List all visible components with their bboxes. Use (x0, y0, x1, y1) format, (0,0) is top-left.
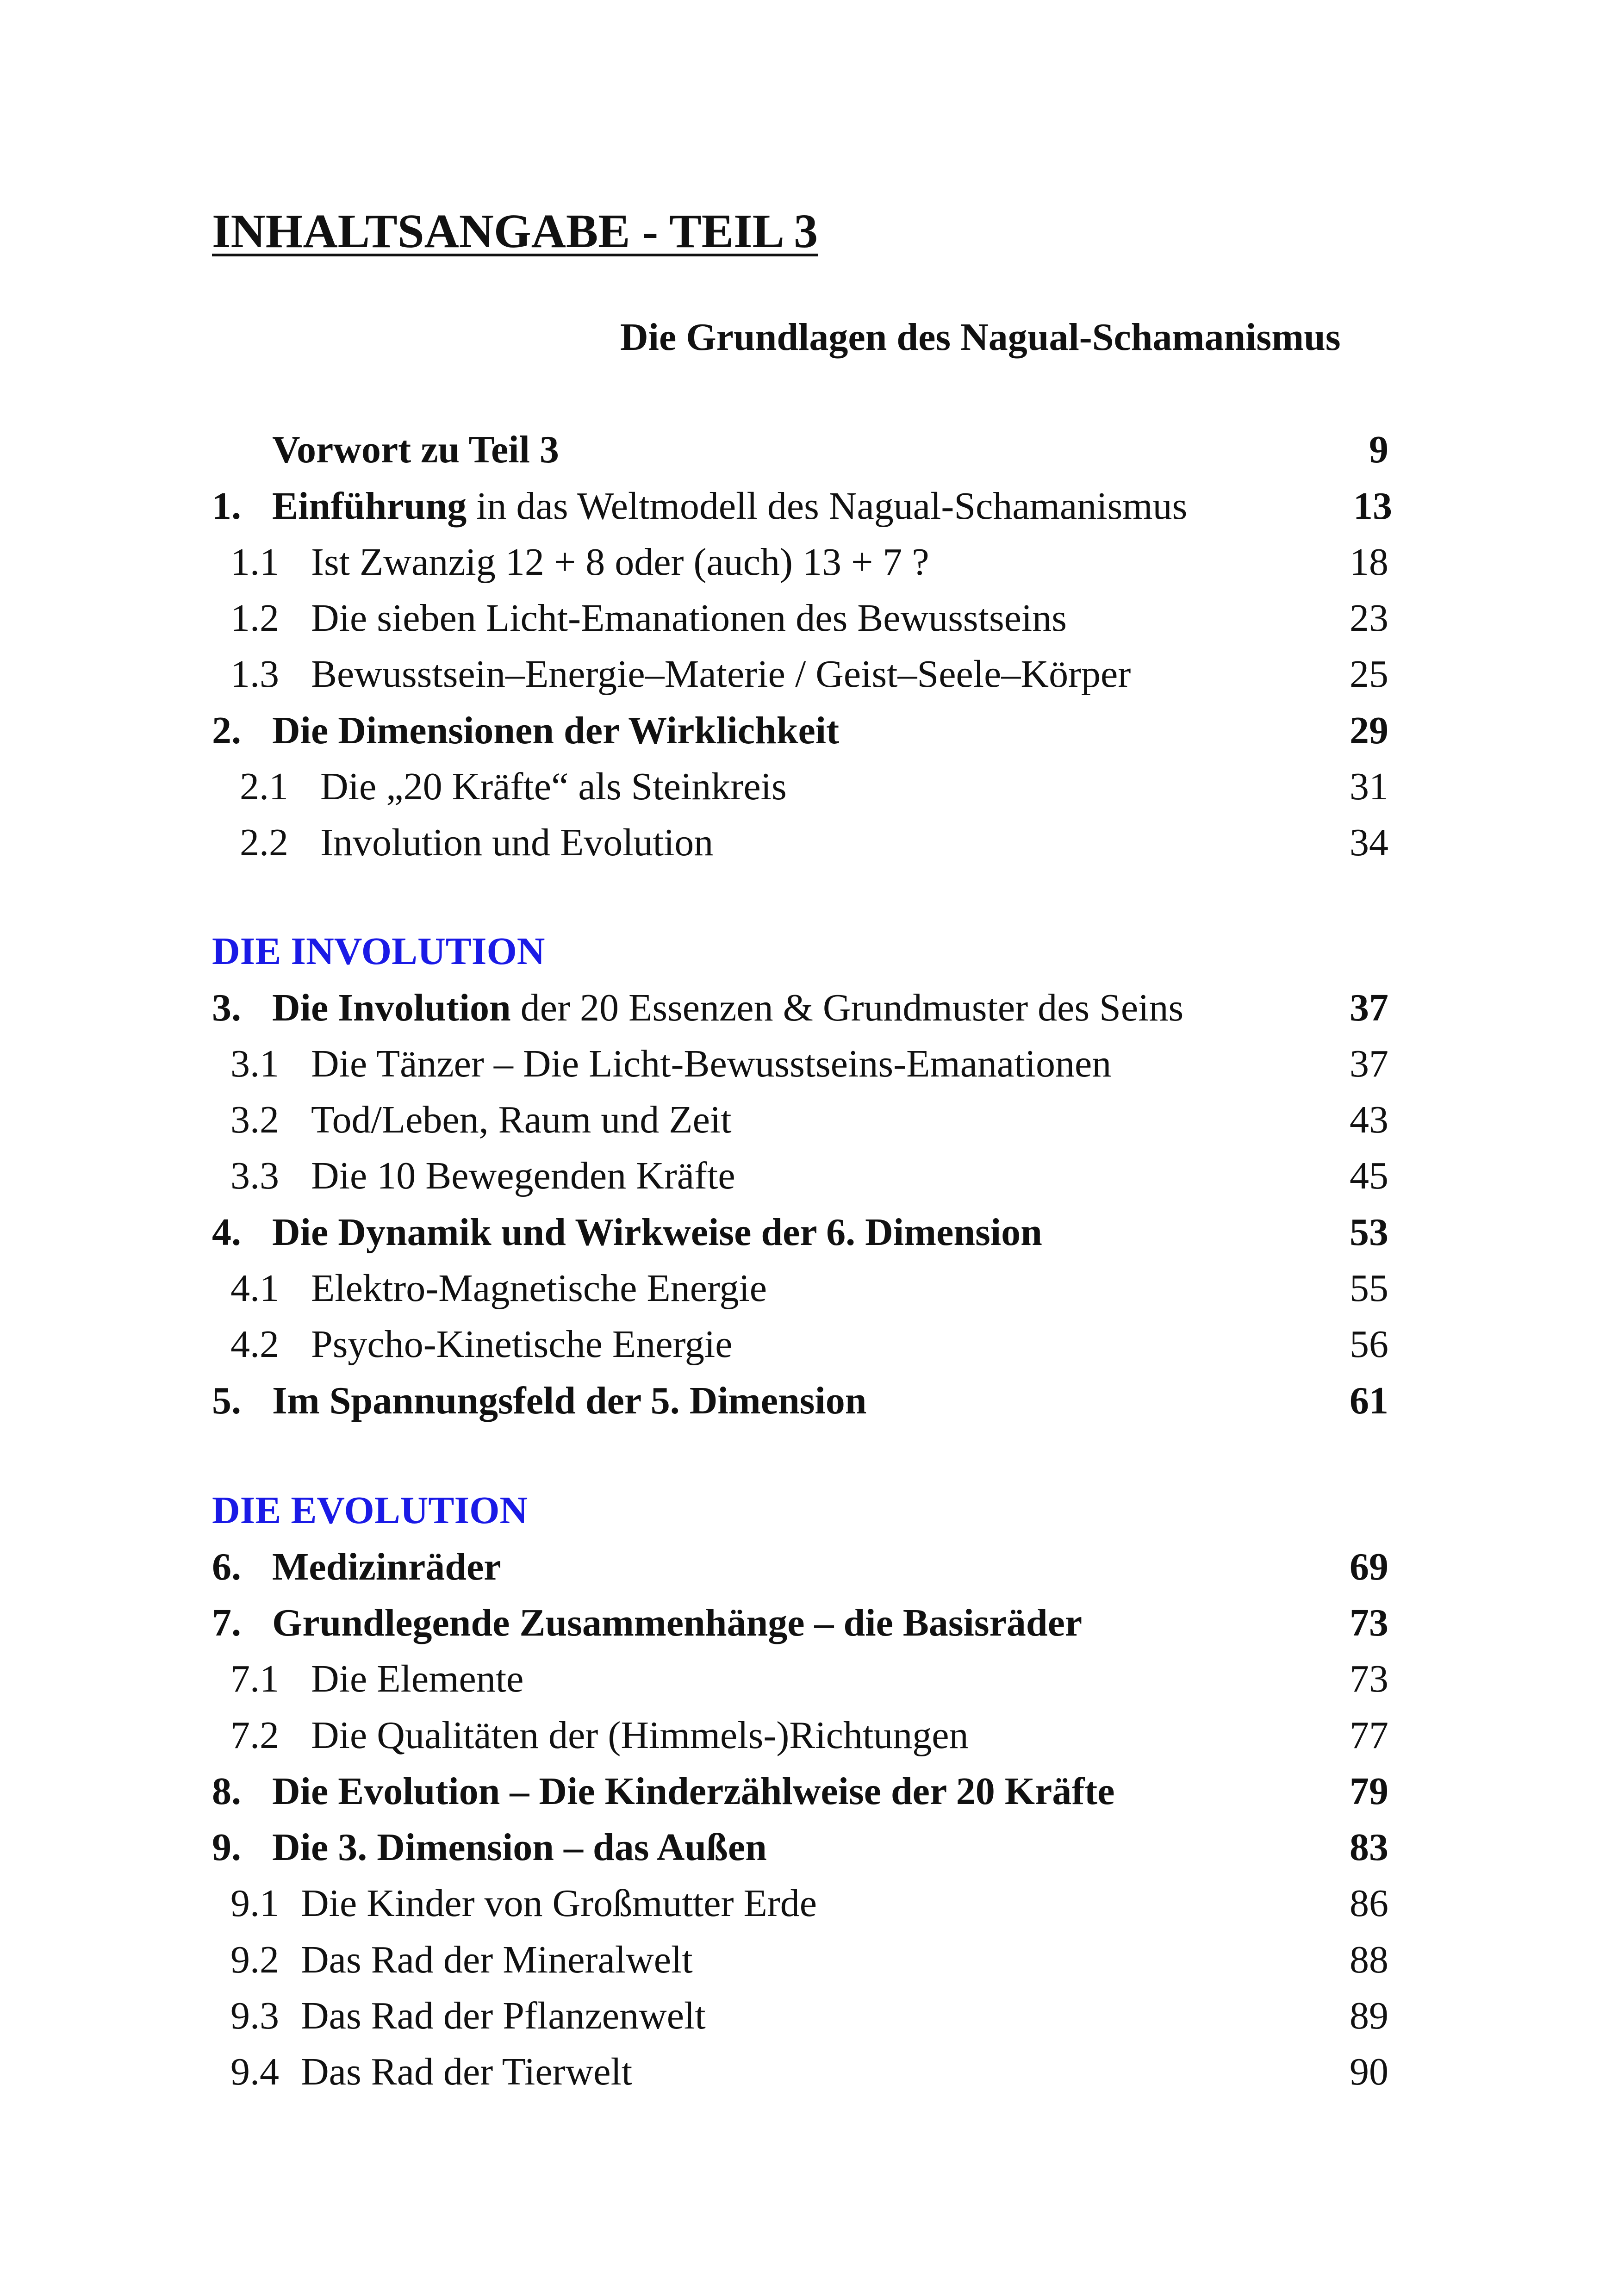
toc-entry[interactable] (0, 535, 1618, 590)
toc-entry[interactable] (0, 1148, 1618, 1204)
toc-entry[interactable] (0, 1092, 1618, 1148)
toc-entry-title: Involution und Evolution (320, 821, 714, 864)
toc-entry-title: Das Rad der Tierwelt (301, 2050, 633, 2093)
toc-entry-page: 56 (1350, 1323, 1388, 1366)
toc-entry-title: Im Spannungsfeld der 5. Dimension (272, 1379, 867, 1422)
toc-entry-title: Elektro-Magnetische Energie (311, 1267, 767, 1310)
toc-entry-title: Das Rad der Mineralwelt (301, 1938, 693, 1981)
toc-entry-number: 9.2 (230, 1938, 279, 1981)
toc-entry[interactable] (0, 1876, 1618, 1931)
toc-entry-number: 3.2 (230, 1098, 279, 1141)
toc-entry-page: 23 (1350, 597, 1388, 640)
toc-entry-number: 3.3 (230, 1154, 279, 1197)
toc-entry[interactable] (0, 759, 1618, 815)
toc-entry-title: Vorwort zu Teil 3 (272, 428, 559, 471)
toc-entry-title: Bewusstsein–Energie–Materie / Geist–Seele–Körper (311, 653, 1131, 696)
toc-entry-title: Medizinräder (272, 1545, 501, 1588)
toc-entry-title: Die Involution der 20 Essenzen & Grundmuster des Seins (272, 986, 1184, 1029)
toc-entry-title: Die Kinder von Großmutter Erde (301, 1882, 817, 1925)
toc-entry-page: 83 (1350, 1826, 1388, 1869)
toc-entry[interactable] (0, 2044, 1618, 2100)
toc-entry-number: 6. (212, 1545, 241, 1588)
toc-entry-page: 9 (1369, 428, 1388, 471)
toc-entry[interactable] (0, 647, 1618, 702)
toc-entry-page: 77 (1350, 1714, 1388, 1757)
toc-entry-title: Die Dynamik und Wirkweise der 6. Dimension (272, 1211, 1042, 1254)
toc-entry-title: Die „20 Kräfte“ als Steinkreis (320, 765, 787, 808)
toc-entry[interactable] (0, 1651, 1618, 1707)
toc-entry-title: Die Elemente (311, 1657, 524, 1700)
toc-entry-page: 69 (1350, 1545, 1388, 1588)
toc-entry-title: Das Rad der Pflanzenwelt (301, 1994, 706, 2037)
toc-entry-title: Die Qualitäten der (Himmels-)Richtungen (311, 1714, 969, 1757)
toc-entry[interactable] (0, 703, 1618, 759)
toc-entry[interactable] (0, 1932, 1618, 1988)
toc-entry-page: 88 (1350, 1938, 1388, 1981)
toc-entry-page: 34 (1350, 821, 1388, 864)
toc-entry-number: 1. (212, 485, 241, 528)
toc-entry-number: 2. (212, 709, 241, 752)
toc-entry-bold-term: Die Involution (272, 986, 511, 1029)
toc-entry[interactable] (0, 1373, 1618, 1429)
toc-entry-page: 37 (1350, 1042, 1388, 1085)
toc-entry-page: 13 (1353, 485, 1392, 528)
toc-entry[interactable] (0, 591, 1618, 646)
toc-entry-number: 1.2 (230, 597, 279, 640)
toc-entry[interactable] (0, 479, 1618, 534)
toc-entry-page: 31 (1350, 765, 1388, 808)
toc-entry-page: 73 (1350, 1601, 1388, 1644)
toc-entry-title: Die 10 Bewegenden Kräfte (311, 1154, 735, 1197)
toc-entry-title: Die Evolution – Die Kinderzählweise der 20 Kräfte (272, 1770, 1115, 1813)
toc-entry-page: 45 (1350, 1154, 1388, 1197)
toc-entry-number: 4.2 (230, 1323, 279, 1366)
toc-entry[interactable] (0, 1539, 1618, 1595)
toc-entry-page: 89 (1350, 1994, 1388, 2037)
toc-entry-number: 3. (212, 986, 241, 1029)
toc-entry-number: 1.3 (230, 653, 279, 696)
toc-entry-number: 9.4 (230, 2050, 279, 2093)
toc-entry-title: Psycho-Kinetische Energie (311, 1323, 733, 1366)
toc-entry-bold-term: Einführung (272, 485, 467, 528)
toc-entry-page: 86 (1350, 1882, 1388, 1925)
toc-entry-title: Die 3. Dimension – das Außen (272, 1826, 767, 1869)
toc-entry-title: Ist Zwanzig 12 + 8 oder (auch) 13 + 7 ? (311, 541, 929, 584)
toc-entry-number: 1.1 (230, 541, 279, 584)
toc-entry-number: 4.1 (230, 1267, 279, 1310)
toc-entry[interactable] (0, 1261, 1618, 1316)
toc-entry[interactable] (0, 422, 1618, 478)
page-title: INHALTSANGABE - TEIL 3 (212, 205, 818, 258)
toc-entry-number: 2.1 (240, 765, 288, 808)
toc-entry[interactable] (0, 980, 1618, 1036)
toc-entry[interactable] (0, 1317, 1618, 1372)
toc-entry-title: Die sieben Licht-Emanationen des Bewusstseins (311, 597, 1067, 640)
toc-entry[interactable] (0, 1988, 1618, 2044)
toc-entry-number: 7.2 (230, 1714, 279, 1757)
toc-entry-title: Grundlegende Zusammenhänge – die Basisräder (272, 1601, 1083, 1644)
toc-entry-page: 90 (1350, 2050, 1388, 2093)
toc-entry-number: 5. (212, 1379, 241, 1422)
toc-entry-page: 61 (1350, 1379, 1388, 1422)
toc-entry-page: 43 (1350, 1098, 1388, 1141)
toc-entry[interactable] (0, 815, 1618, 871)
section-heading-evolution: DIE EVOLUTION (212, 1489, 528, 1532)
toc-entry[interactable] (0, 1708, 1618, 1763)
toc-entry-page: 73 (1350, 1657, 1388, 1700)
toc-entry[interactable] (0, 1595, 1618, 1651)
toc-entry-page: 37 (1350, 986, 1388, 1029)
toc-entry[interactable] (0, 1764, 1618, 1819)
toc-entry-number: 4. (212, 1211, 241, 1254)
toc-entry-number: 7.1 (230, 1657, 279, 1700)
toc-entry-title: Die Tänzer – Die Licht-Bewusstseins-Emanationen (311, 1042, 1112, 1085)
toc-entry-number: 9. (212, 1826, 241, 1869)
toc-entry-number: 9.1 (230, 1882, 279, 1925)
toc-entry[interactable] (0, 1205, 1618, 1260)
toc-entry-number: 3.1 (230, 1042, 279, 1085)
toc-entry-number: 7. (212, 1601, 241, 1644)
toc-entry-number: 8. (212, 1770, 241, 1813)
toc-entry[interactable] (0, 1036, 1618, 1092)
toc-entry-number: 2.2 (240, 821, 288, 864)
toc-entry-title: Tod/Leben, Raum und Zeit (311, 1098, 732, 1141)
toc-entry-page: 25 (1350, 653, 1388, 696)
toc-entry[interactable] (0, 1820, 1618, 1875)
toc-entry-page: 55 (1350, 1267, 1388, 1310)
toc-entry-page: 53 (1350, 1211, 1388, 1254)
toc-entry-title: Die Dimensionen der Wirklichkeit (272, 709, 840, 752)
toc-entry-page: 18 (1350, 541, 1388, 584)
page-subtitle: Die Grundlagen des Nagual-Schamanismus (620, 316, 1341, 359)
toc-entry-page: 29 (1350, 709, 1388, 752)
toc-entry-page: 79 (1350, 1770, 1388, 1813)
section-heading-involution: DIE INVOLUTION (212, 930, 545, 973)
toc-entry-number: 9.3 (230, 1994, 279, 2037)
toc-entry-title: Einführung in das Weltmodell des Nagual-Schamanismus (272, 485, 1188, 528)
